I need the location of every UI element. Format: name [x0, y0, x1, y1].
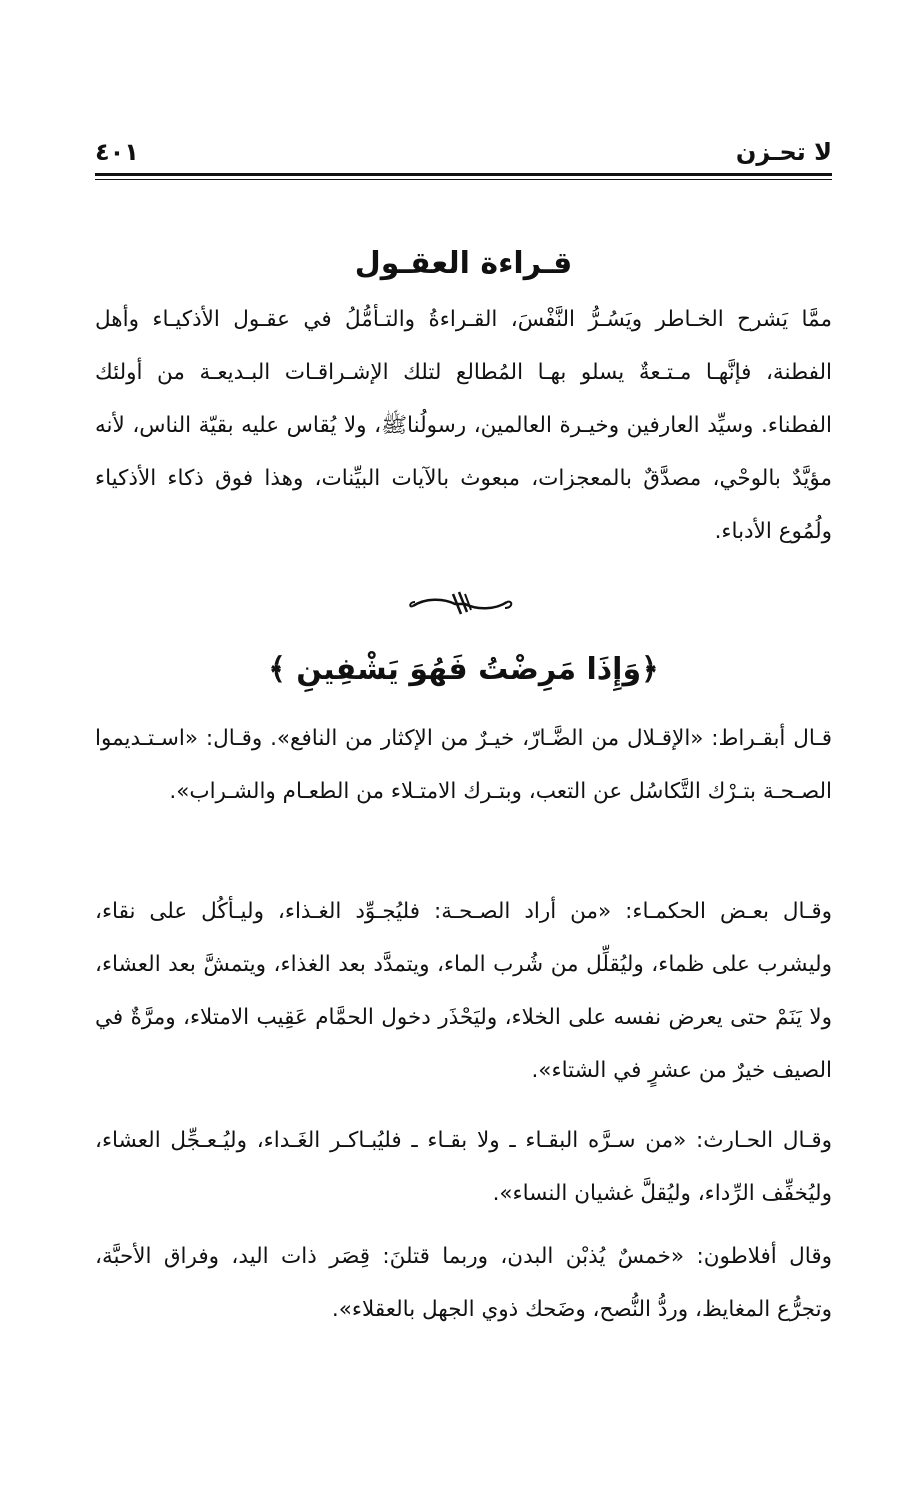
paragraph-wise-men: وقـال بعـض الحكمـاء: «من أراد الصـحـة: فليُجـوِّد الغـذاء، وليـأكُل على نقاء، وليشرب على ظماء، وليُقلِّل من شُرب الماء، ويتمدَّد بعد الغذاء، ويتمشَّ بعد العشاء، ولا يَنَمْ حتى يعرض نفسه على الخلاء، وليَحْذَر دخول الحمَّام عَقِيب الامتلاء، ومرَّةٌ في الصيف خيرٌ من عشرٍ في الشتاء». — [95, 899, 832, 1083]
section1-paragraph: ممَّا يَشرح الخـاطر ويَسُـرُّ النَّفْسَ، القـراءةُ والتـأمُّلُ في عقـول الأذكيـاء وأهل الفطنة، فإنَّهـا مـتـعةٌ يسلو بهـا المُطالع لتلك الإشـراقـات البـديعـة من أولئك الفطناء. وسيِّد العارفين وخيـرة العالمين، رسولُناﷺ، ولا يُقاس عليه بقيّة الناس، لأنه مؤيَّدٌ بالوحْي، مصدَّقٌ بالمعجزات، مبعوث بالآيات البيِّنات، وهذا فوق ذكاء الأذكياء ولُمُوع الأدباء. — [95, 307, 832, 544]
paragraph-plato: وقال أفلاطون: «خمسٌ يُذبْن البدن، وربما قتلنَ: قِصَر ذات اليد، وفراق الأحبَّة، وتجرُّع المغايظ، وردُّ النُّصح، وضَحك ذوي الجهل بالعقلاء». — [95, 1244, 832, 1322]
running-title: لا تحـزن — [735, 138, 832, 166]
paragraph-hippocrates: قـال أبقـراط: «الإقـلال من الضَّـارّ، خيـرٌ من الإكثار من النافع». وقـال: «اسـتـديموا الصـحـة بتـرْك التَّكاسُل عن التعب، وبتـرك الامتـلاء من الطعـام والشـراب». — [95, 726, 832, 804]
page-number: ٤٠١ — [95, 138, 139, 166]
paragraph-harith: وقـال الحـارث: «من سـرَّه البقـاء ـ ولا بقـاء ـ فليُبـاكـر الغَـداء، وليُـعـجِّل العشاء، وليُخفِّف الرِّداء، وليُقلَّ غشيان النساء». — [95, 1128, 832, 1206]
section-title-quran-verse: ﴿وَإِذَا مَرِضْتُ فَهُوَ يَشْفِينِ ﴾ — [268, 652, 659, 687]
page-header — [95, 138, 832, 178]
header-rule-thick — [95, 173, 832, 176]
section-title-reading-minds: قـراءة العقـول — [354, 246, 573, 281]
header-rule-thin — [95, 179, 832, 180]
ornament-divider-icon — [405, 588, 515, 618]
